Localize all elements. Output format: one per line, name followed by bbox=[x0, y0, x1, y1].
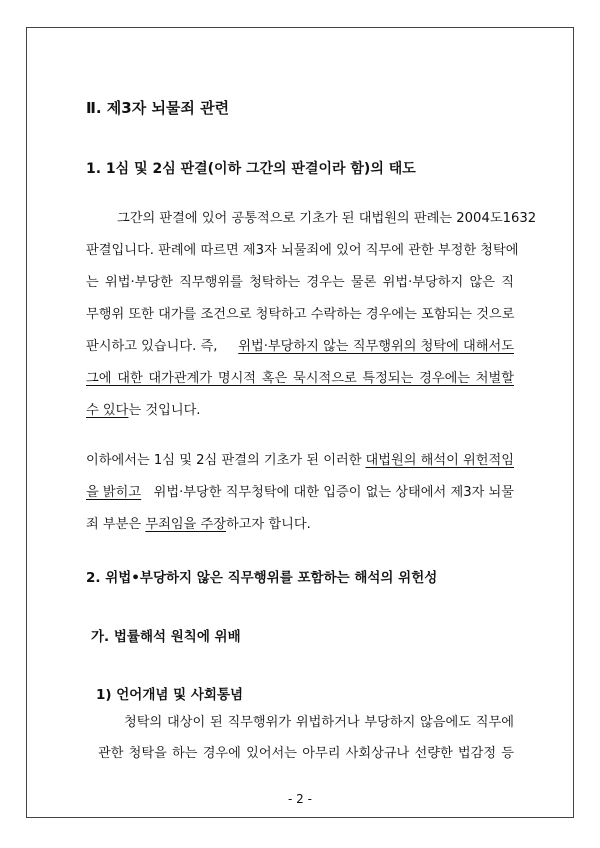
paragraph-line: 무행위 또한 대가를 조건으로 청탁하고 수락하는 경우에는 포함되는 것으로 bbox=[86, 307, 515, 322]
underlined-text: 위법·부당하지 않는 직무행위의 청탁에 대해서도 bbox=[238, 339, 514, 354]
text-span: 는 것입니다. bbox=[128, 403, 201, 418]
underlined-text: 무죄임을 주장 bbox=[145, 517, 226, 532]
paragraph-line: 판결입니다. 판례에 따르면 제3자 뇌물죄에 있어 직무에 관한 부정한 청탁에 bbox=[86, 243, 519, 258]
paragraph-line bbox=[86, 483, 514, 503]
paragraph-line: 는 위법·부당한 직무행위를 청탁하는 경우는 물론 위법·부당하지 않은 직 bbox=[86, 275, 514, 290]
subsection-heading: 2. 위법•부당하지 않은 직무행위를 포함하는 해석의 위헌성 bbox=[86, 570, 438, 586]
text-span: 판시하고 있습니다. 즉, bbox=[86, 339, 218, 354]
paragraph-line bbox=[86, 337, 514, 357]
page-border-right bbox=[573, 27, 574, 818]
page-border-bottom bbox=[26, 817, 574, 818]
text-span: 위법·부당한 직무청탁에 대한 입증이 없는 상태에서 제3자 뇌물 bbox=[153, 485, 514, 500]
page-border-left bbox=[26, 27, 27, 818]
paragraph-line bbox=[86, 451, 514, 471]
underlined-text: 을 밝히고 bbox=[86, 485, 142, 500]
underlined-text: 수 있다 bbox=[86, 403, 129, 418]
subsection-heading: 1) 언어개념 및 사회통념 bbox=[96, 687, 244, 703]
underlined-text: 대법원의 해석이 위헌적임 bbox=[365, 453, 514, 468]
paragraph-line bbox=[86, 401, 201, 421]
page-number: - 2 - bbox=[288, 792, 312, 806]
paragraph-line: 관한 청탁을 하는 경우에 있어서는 아무리 사회상규나 선량한 법감정 등 bbox=[98, 746, 514, 761]
text-span: 하고자 합니다. bbox=[225, 517, 311, 532]
subsection-heading: 1. 1심 및 2심 판결(이하 그간의 판결이라 함)의 태도 bbox=[86, 161, 416, 177]
paragraph-line: 청탁의 대상이 된 직무행위가 위법하거나 부당하지 않음에도 직무에 bbox=[124, 715, 514, 730]
paragraph-line: 그간의 판결에 있어 공통적으로 기초가 된 대법원의 판례는 2004도1632 bbox=[117, 211, 537, 226]
section-heading: Ⅱ. 제3자 뇌물죄 관련 bbox=[86, 99, 230, 117]
subsection-heading: 가. 법률해석 원칙에 위배 bbox=[91, 629, 241, 645]
paragraph-line bbox=[86, 515, 311, 535]
text-span: 이하에서는 1심 및 2심 판결의 기초가 된 이러한 bbox=[86, 453, 362, 468]
text-span: 죄 부분은 bbox=[86, 517, 146, 532]
page-border-top bbox=[26, 27, 574, 28]
underlined-text: 그에 대한 대가관계가 명시적 혹은 묵시적으로 특정되는 경우에는 처벌할 bbox=[86, 371, 514, 386]
